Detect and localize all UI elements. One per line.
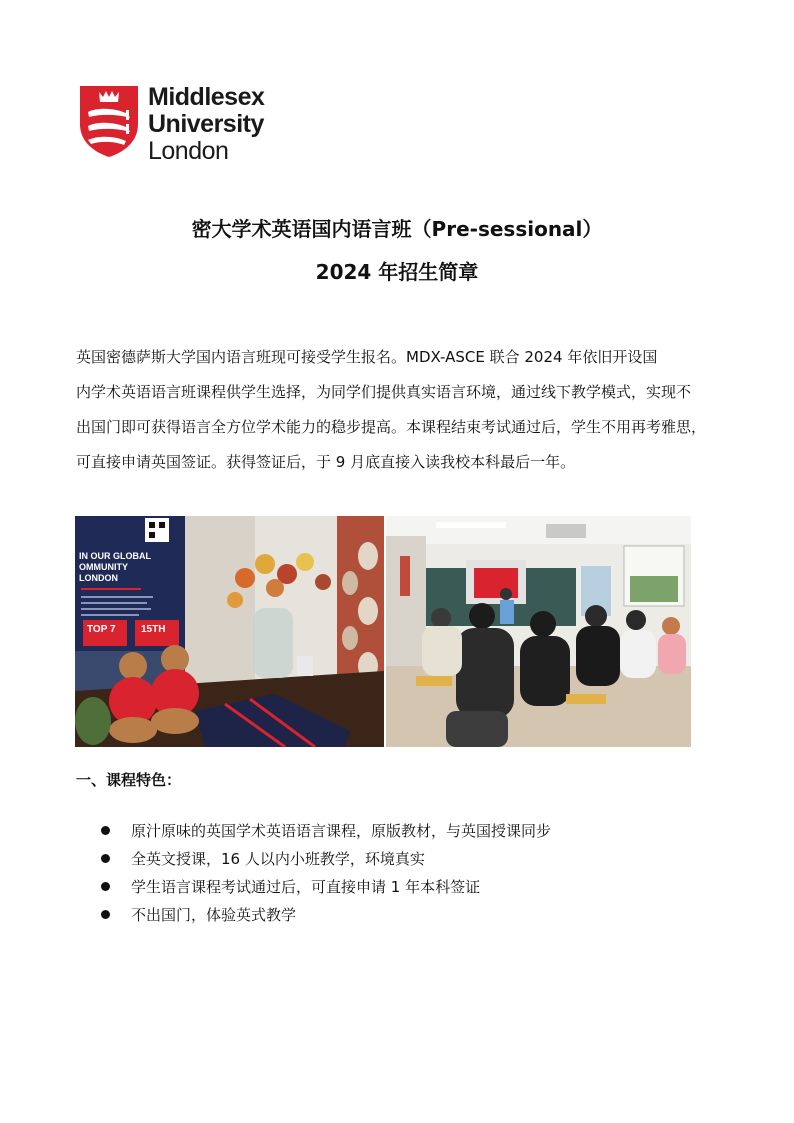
poster-banner-line: IN OUR GLOBAL (79, 551, 151, 561)
list-item-text: 原汁原味的英国学术英语语言课程，原版教材，与英国授课同步 (131, 822, 552, 840)
feature-list (101, 820, 551, 932)
list-item (101, 904, 551, 932)
intro-line: 内学术英语语言班课程供学生选择，为同学们提供真实语言环境，通过线下教学模式，实现不 (76, 383, 692, 401)
logo-wordmark (148, 84, 264, 165)
logo-line-2: University (148, 110, 264, 138)
bullet-icon (101, 854, 110, 863)
poster-stat-top7: TOP 7 (87, 624, 116, 635)
logo-line-3: London (148, 137, 229, 165)
intro-paragraph (76, 340, 740, 480)
bullet-icon (101, 910, 110, 919)
intro-line: 出国门即可获得语言全方位学术能力的稳步提高。本课程结束考试通过后，学生不用再考雅思， (76, 418, 707, 436)
list-item (101, 848, 551, 876)
photo-classroom (386, 516, 691, 747)
shield-crest-icon (78, 84, 140, 158)
poster-banner-line: LONDON (79, 573, 118, 583)
photo-display-table (75, 516, 384, 747)
list-item-text: 不出国门，体验英式教学 (131, 906, 297, 924)
section-heading: 一、课程特色： (76, 771, 182, 789)
intro-line: 英国密德萨斯大学国内语言班现可接受学生报名。MDX-ASCE 联合 2024 年依旧开设国 (76, 348, 658, 366)
document-subtitle: 2024 年招生简章 (315, 260, 479, 284)
list-item (101, 820, 551, 848)
list-item (101, 876, 551, 904)
bullet-icon (101, 826, 110, 835)
logo-line-1: Middlesex (148, 83, 265, 111)
list-item-text: 全英文授课，16 人以内小班教学，环境真实 (131, 850, 425, 868)
bullet-icon (101, 882, 110, 891)
university-logo (78, 83, 278, 165)
intro-line: 可直接申请英国签证。获得签证后，于 9 月底直接入读我校本科最后一年。 (76, 453, 576, 471)
poster-stat-15th: 15TH (141, 624, 166, 635)
document-title: 密大学术英语国内语言班（Pre-sessional） (191, 217, 603, 241)
poster-banner-line: OMMUNITY (79, 562, 128, 572)
list-item-text: 学生语言课程考试通过后，可直接申请 1 年本科签证 (131, 878, 481, 896)
